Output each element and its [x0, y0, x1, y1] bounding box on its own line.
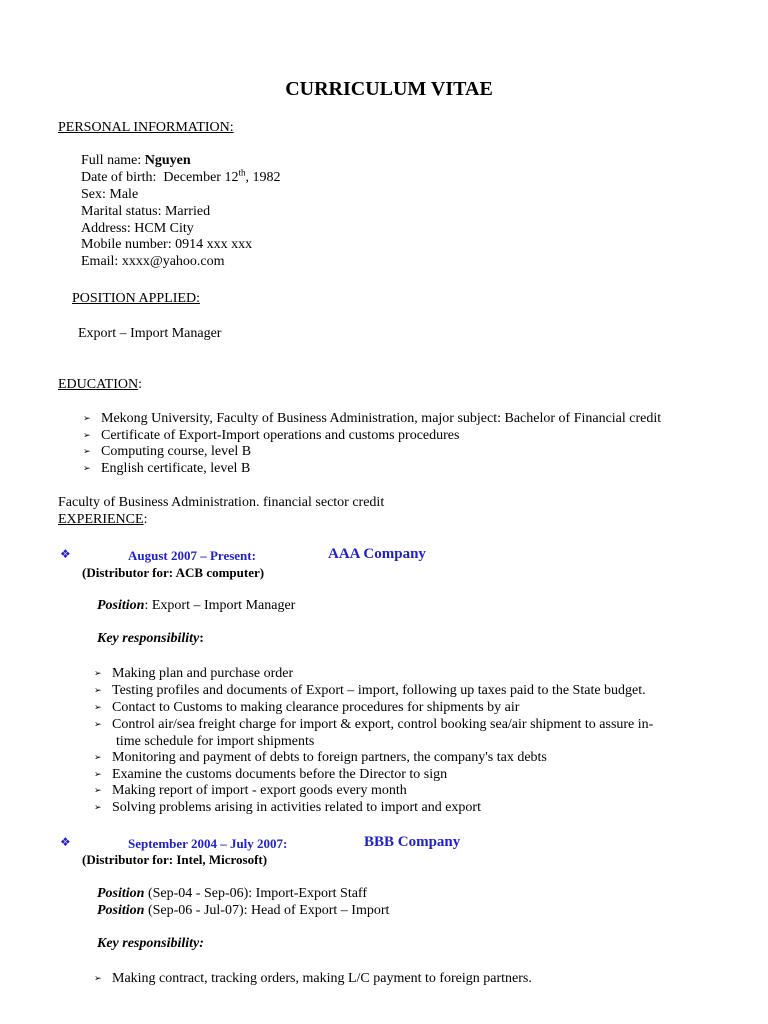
education-item-text: Certificate of Export-Import operations and customs procedures	[101, 428, 460, 443]
full-name-value: Nguyen	[144, 153, 191, 168]
education-item-text: Mekong University, Faculty of Business Administration, major subject: Bachelor of Financial credit	[101, 411, 662, 426]
job-position-label: Position	[97, 886, 145, 901]
arrow-bullet-icon: ➢	[94, 686, 102, 696]
education-item-text: Computing course, level B	[101, 444, 252, 459]
job-company: AAA Company	[328, 546, 426, 562]
job-company: BBB Company	[364, 834, 461, 850]
email-line: Email: xxxx@yahoo.com	[81, 254, 225, 269]
education-item	[83, 461, 250, 478]
arrow-bullet-icon: ➢	[94, 753, 102, 763]
dob-label: Date of birth:	[81, 170, 157, 185]
key-responsibility-label: Key responsibility	[97, 631, 200, 646]
job-distributor: (Distributor for: Intel, Microsoft)	[82, 852, 268, 867]
full-name-line	[81, 153, 191, 169]
arrow-bullet-icon: ➢	[94, 770, 102, 780]
responsibility-item	[94, 799, 481, 818]
key-responsibility-heading	[97, 631, 204, 647]
experience-heading	[58, 512, 147, 528]
education-item	[83, 444, 251, 461]
responsibility-text: Solving problems arising in activities related to import and export	[112, 800, 481, 815]
personal-heading: PERSONAL INFORMATION:	[58, 120, 234, 135]
job-position-line	[97, 903, 389, 919]
job-position-label: Position	[97, 598, 145, 613]
arrow-bullet-icon: ➢	[83, 431, 91, 441]
responsibility-text: Contact to Customs to making clearance procedures for shipments by air	[112, 700, 520, 715]
education-heading-colon: :	[138, 377, 142, 392]
responsibility-text: Making report of import - export goods every month	[112, 783, 407, 798]
education-item	[83, 428, 459, 445]
arrow-bullet-icon: ➢	[94, 803, 102, 813]
marital-line: Marital status: Married	[81, 204, 211, 219]
arrow-bullet-icon: ➢	[94, 720, 102, 730]
responsibility-text: Control air/sea freight charge for import & export, control booking sea/air shipment to assure in-	[112, 717, 654, 732]
arrow-bullet-icon: ➢	[83, 414, 91, 424]
page-title: CURRICULUM VITAE	[285, 78, 493, 100]
mobile-line: Mobile number: 0914 xxx xxx	[81, 237, 253, 252]
responsibility-text: Making plan and purchase order	[112, 666, 294, 681]
job-position-value: (Sep-06 - Jul-07): Head of Export – Import	[144, 903, 390, 918]
position-applied-value: Export – Import Manager	[78, 326, 222, 341]
arrow-bullet-icon: ➢	[94, 669, 102, 679]
diamond-bullet-icon: ❖	[60, 547, 71, 561]
address-line: Address: HCM City	[81, 221, 194, 236]
arrow-bullet-icon: ➢	[83, 447, 91, 457]
education-heading-text: EDUCATION	[58, 377, 139, 392]
job-position-value: (Sep-04 - Sep-06): Import-Export Staff	[144, 886, 367, 901]
education-note: Faculty of Business Administration. financial sector credit	[58, 495, 385, 510]
responsibility-text: Making contract, tracking orders, making L/C payment to foreign partners.	[112, 971, 532, 986]
experience-heading-colon: :	[143, 512, 148, 527]
arrow-bullet-icon: ➢	[83, 464, 91, 474]
job-position-value: : Export – Import Manager	[144, 598, 296, 613]
experience-heading-text: EXPERIENCE	[58, 512, 144, 527]
job-period: August 2007 – Present:	[128, 548, 256, 563]
dob-year: , 1982	[245, 170, 281, 185]
job-distributor: (Distributor for: ACB computer)	[82, 565, 265, 580]
job-position-line	[97, 886, 367, 902]
arrow-bullet-icon: ➢	[94, 703, 102, 713]
job-position-line	[97, 598, 295, 614]
education-item-text: English certificate, level B	[101, 461, 251, 476]
responsibility-text: Examine the customs documents before the Director to sign	[112, 767, 448, 782]
responsibility-item	[94, 970, 532, 989]
education-heading	[58, 377, 142, 393]
key-responsibility-heading: Key responsibility:	[97, 936, 204, 951]
diamond-bullet-icon: ❖	[60, 835, 71, 849]
job-position-label: Position	[97, 903, 145, 918]
dob-line	[81, 167, 281, 186]
dob-sup: th	[238, 167, 246, 178]
full-name-label: Full name:	[81, 153, 142, 168]
dob-day: December 12	[163, 170, 239, 185]
responsibility-text: Monitoring and payment of debts to foreign partners, the company's tax debts	[112, 750, 547, 765]
responsibility-text: Testing profiles and documents of Export – import, following up taxes paid to the State budget.	[112, 683, 646, 698]
position-applied-heading: POSITION APPLIED:	[72, 291, 200, 306]
arrow-bullet-icon: ➢	[94, 974, 102, 984]
sex-line: Sex: Male	[81, 187, 139, 202]
education-item	[83, 411, 661, 428]
arrow-bullet-icon: ➢	[94, 786, 102, 796]
job-period: September 2004 – July 2007:	[128, 836, 288, 851]
key-responsibility-colon: :	[199, 631, 204, 646]
responsibility-continuation: time schedule for import shipments	[116, 734, 315, 749]
